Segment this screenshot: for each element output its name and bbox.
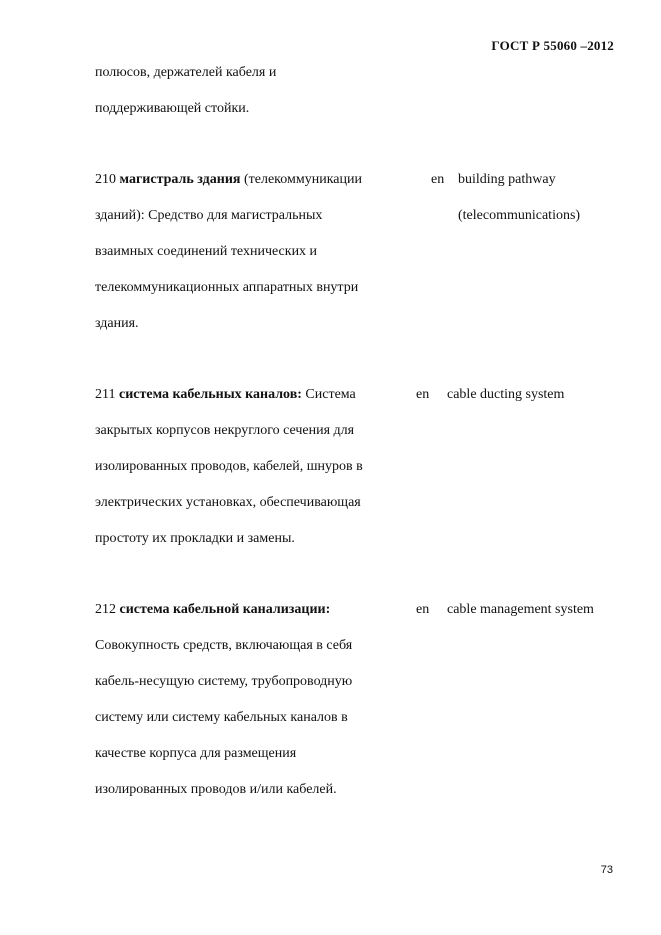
term-212-definition-line: качестве корпуса для размещения [95, 746, 297, 761]
term-211-language: en [416, 387, 430, 402]
term-number: 212 [95, 602, 116, 617]
term-210-definition-line: взаимных соединений технических и [95, 244, 318, 259]
page-number: 73 [600, 864, 613, 876]
term-212-language: en [416, 602, 430, 617]
term-212-definition-line: кабель-несущую систему, трубопроводную [95, 674, 353, 689]
term-heading-rest: Система [301, 387, 356, 402]
term-211-definition-line: изолированных проводов, кабелей, шнуров в [95, 459, 363, 474]
term-name: система кабельных каналов: [118, 387, 302, 402]
term-212-definition-line: систему или систему кабельных каналов в [95, 710, 348, 725]
term-210-definition-line: телекоммуникационных аппаратных внутри [95, 280, 359, 295]
term-212-heading [95, 601, 330, 619]
term-211-definition-line: закрытых корпусов некруглого сечения для [95, 423, 355, 438]
term-number: 211 [95, 387, 116, 402]
term-210-heading [95, 171, 362, 189]
term-number: 210 [95, 172, 116, 187]
continuation-line-1: полюсов, держателей кабеля и [95, 65, 277, 80]
term-212-definition-line: Совокупность средств, включающая в себя [95, 638, 353, 653]
term-name: магистраль здания [119, 172, 241, 187]
term-211-definition-line: простоту их прокладки и замены. [95, 531, 295, 546]
term-212-definition-line: изолированных проводов и/или кабелей. [95, 782, 337, 797]
term-212-english: cable management system [447, 602, 594, 617]
term-211-heading [95, 386, 356, 404]
term-210-english: building pathway [458, 172, 556, 187]
term-211-definition-line: электрических установках, обеспечивающая [95, 495, 361, 510]
term-211-english: cable ducting system [447, 387, 565, 402]
term-heading-rest: (телекоммуникации [240, 172, 362, 187]
term-210-language: en [431, 172, 445, 187]
term-210-definition-line: зданий): Средство для магистральных [95, 208, 323, 223]
term-name: система кабельной канализации: [119, 602, 331, 617]
document-header: ГОСТ Р 55060 –2012 [491, 38, 614, 53]
continuation-line-2: поддерживающей стойки. [95, 101, 250, 116]
term-210-definition-line: здания. [95, 316, 139, 331]
term-210-english-qualifier: (telecommunications) [458, 208, 581, 223]
